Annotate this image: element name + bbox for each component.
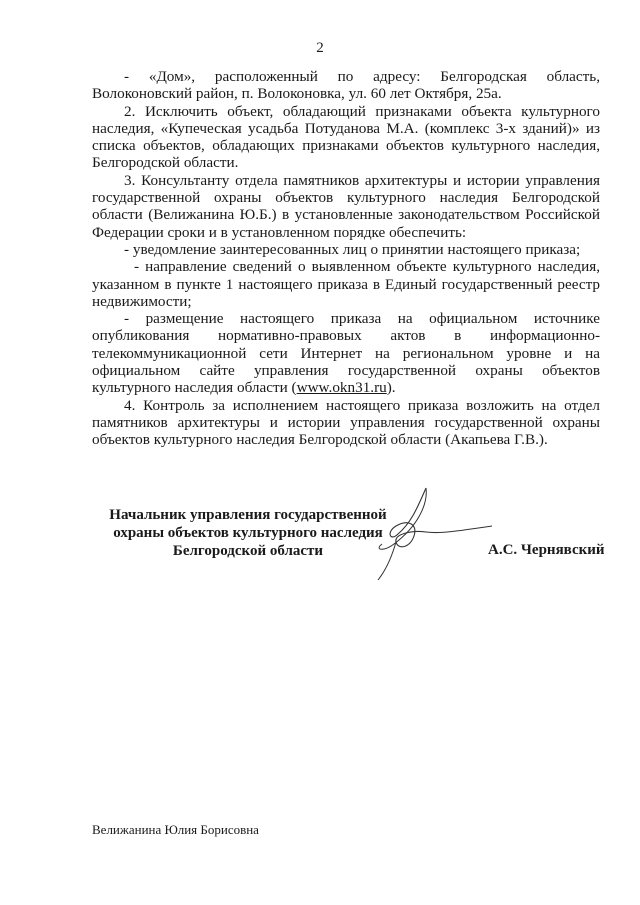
handwritten-signature (368, 486, 508, 586)
signatory-title-line: Начальник управления государственной (109, 507, 387, 523)
paragraph-text: «Дом», расположенный по адресу: Белгородская область, Волоконовский район, п. Волоконовка, ул. 60 лет Октября, 25а. (92, 68, 600, 103)
executor-name: Велижанина Юлия Борисовна (92, 822, 259, 837)
website-link[interactable]: www.okn31.ru (296, 379, 387, 397)
document-body (92, 68, 600, 449)
paragraph-registry: - направление сведений о выявленном объекте культурного наследия, указанном в пункте 1 настоящего приказа в Единый государственный реестр недвижимости; (92, 258, 600, 310)
paragraph-exclude-object: 2. Исключить объект, обладающий признаками объекта культурного наследия, «Купеческая усадьба Потуданова М.А. (комплекс 3-х зданий)» из списка объектов, обладающих признаками объектов культурного наследия, Белгородской области. (92, 102, 600, 172)
signatory-name: А.С. Чернявский (488, 542, 605, 558)
paragraph-text: - размещение настоящего приказа на официальном источнике опубликования нормативно-правовых актов в информационно-телекоммуникационной сети Интернет на региональном уровне и на официальном сайте управления государственной охраны объектов культурного наследия области (92, 310, 600, 397)
paragraph-notification: - уведомление заинтересованных лиц о принятии настоящего приказа; (124, 240, 581, 258)
paragraph-text: ). (386, 379, 396, 397)
signatory-title-line: охраны объектов культурного наследия (113, 525, 383, 541)
signatory-title (98, 506, 398, 560)
list-dash: - (124, 68, 130, 85)
signatory-title-line: Белгородской области (172, 543, 324, 559)
page-number: 2 (316, 40, 324, 56)
paragraph-text: ( (287, 379, 297, 397)
paragraph-control: 4. Контроль за исполнением настоящего приказа возложить на отдел памятников архитектуры и истории управления государственной охраны объектов культурного наследия Белгородской области (Акапьева Г.В.). (92, 396, 600, 449)
paragraph-consultant-duties: 3. Консультанту отдела памятников архитектуры и истории управления государственной охраны объектов культурного наследия Белгородской области (Велижанина Ю.Б.) в установленные законодательством Российской Федерации сроки и в установленном порядке обеспечить: (92, 171, 600, 241)
paragraph-publication (92, 310, 600, 396)
paragraph-object-address (92, 68, 600, 103)
